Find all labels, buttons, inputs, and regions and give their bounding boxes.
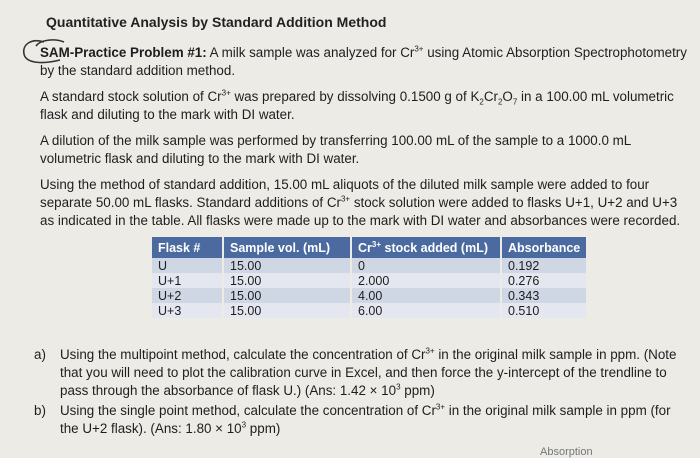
stock-text: O: [502, 89, 513, 104]
table-row: [152, 273, 587, 288]
subscript: 7: [512, 97, 518, 107]
header-flask: Flask #: [152, 237, 223, 258]
table-cell: U+2: [152, 288, 223, 303]
question-a: [34, 346, 684, 400]
table-row: [152, 303, 587, 318]
cutoff-text: Absorption: [540, 446, 593, 458]
dilution-paragraph: A dilution of the milk sample was performed by transferring 100.00 mL of the sample to a 1000.0 mL volumetric flask and diluting to the mark with DI water.: [40, 133, 631, 166]
table-cell: 6.00: [351, 303, 501, 318]
table-cell: 15.00: [223, 288, 351, 303]
subscript: 2: [479, 97, 484, 107]
ion-charge: 3+: [221, 88, 231, 98]
header-stock-added: $Cr^{3+}$ stock added (mL): [351, 237, 501, 258]
subscript: 2: [497, 97, 503, 107]
ion-charge: 3+: [340, 194, 351, 204]
question-label: b): [34, 403, 46, 418]
table-cell: U: [152, 258, 223, 273]
question-text: Using the multipoint method, calculate the concentration of $Cr^{3+}$ in the original milk sample in ppm. (Note that you will need to plot the calibration curve in Excel, and then force the y-intercept of the trendline to pass through the absorbance of flask U.) (Ans: $1.42 \times 10^3$ ppm): [60, 346, 677, 398]
table-cell: 2.000: [351, 273, 501, 288]
method-text: stock solution were added to flasks U+1, U+2 and U+3 as indicated in the table. All flasks were made up to the mark with DI water and absorbances were recorded.: [40, 195, 681, 228]
table-cell: 4.00: [351, 288, 501, 303]
table-cell: 0.192: [501, 258, 587, 273]
question-label: a): [34, 347, 46, 362]
method-text: Using the method of standard addition, 15.00 mL aliquots of the diluted milk sample were added to four separate 50.00 mL flasks. Standard additions of Cr: [40, 177, 650, 210]
intro-text: A milk sample was analyzed for Cr: [206, 45, 415, 60]
question-text: Using the single point method, calculate the concentration of $Cr^{3+}$ in the original milk sample in ppm (for the U+2 flask). (Ans: $1.80 \times 10^3$ ppm): [60, 402, 671, 436]
intro-paragraph: [40, 44, 690, 80]
table-cell: U+3: [152, 303, 223, 318]
table-cell: 15.00: [223, 273, 351, 288]
table-header-row: [152, 237, 587, 258]
question-b: [34, 402, 684, 438]
intro-text-end: using Atomic Absorption Spectrophotometry by the standard addition method.: [40, 45, 687, 78]
stock-text: in a 100.00 mL volumetric flask and diluting to the mark with DI water.: [40, 89, 674, 122]
header-sample-vol: Sample vol. (mL): [223, 237, 351, 258]
table-row: [152, 258, 587, 273]
table-cell: 15.00: [223, 303, 351, 318]
page-title: Quantitative Analysis by Standard Addition Method: [46, 14, 387, 30]
stock-text: A standard stock solution of Cr: [40, 89, 222, 104]
problem-label: SAM-Practice Problem #1:: [40, 45, 207, 60]
table-cell: 0.343: [501, 288, 587, 303]
table-cell: 15.00: [223, 258, 351, 273]
header-absorbance: Absorbance: [501, 237, 587, 258]
method-paragraph: [40, 176, 690, 230]
table-row: [152, 288, 587, 303]
table-cell: 0: [351, 258, 501, 273]
stock-text: Cr: [483, 89, 498, 104]
stock-text: was prepared by dissolving 0.1500 g of K: [230, 89, 480, 104]
data-table: [152, 237, 588, 318]
stock-paragraph: [40, 88, 690, 124]
table-cell: 0.276: [501, 273, 587, 288]
table-cell: 0.510: [501, 303, 587, 318]
table-cell: U+1: [152, 273, 223, 288]
ion-charge: 3+: [414, 44, 424, 54]
